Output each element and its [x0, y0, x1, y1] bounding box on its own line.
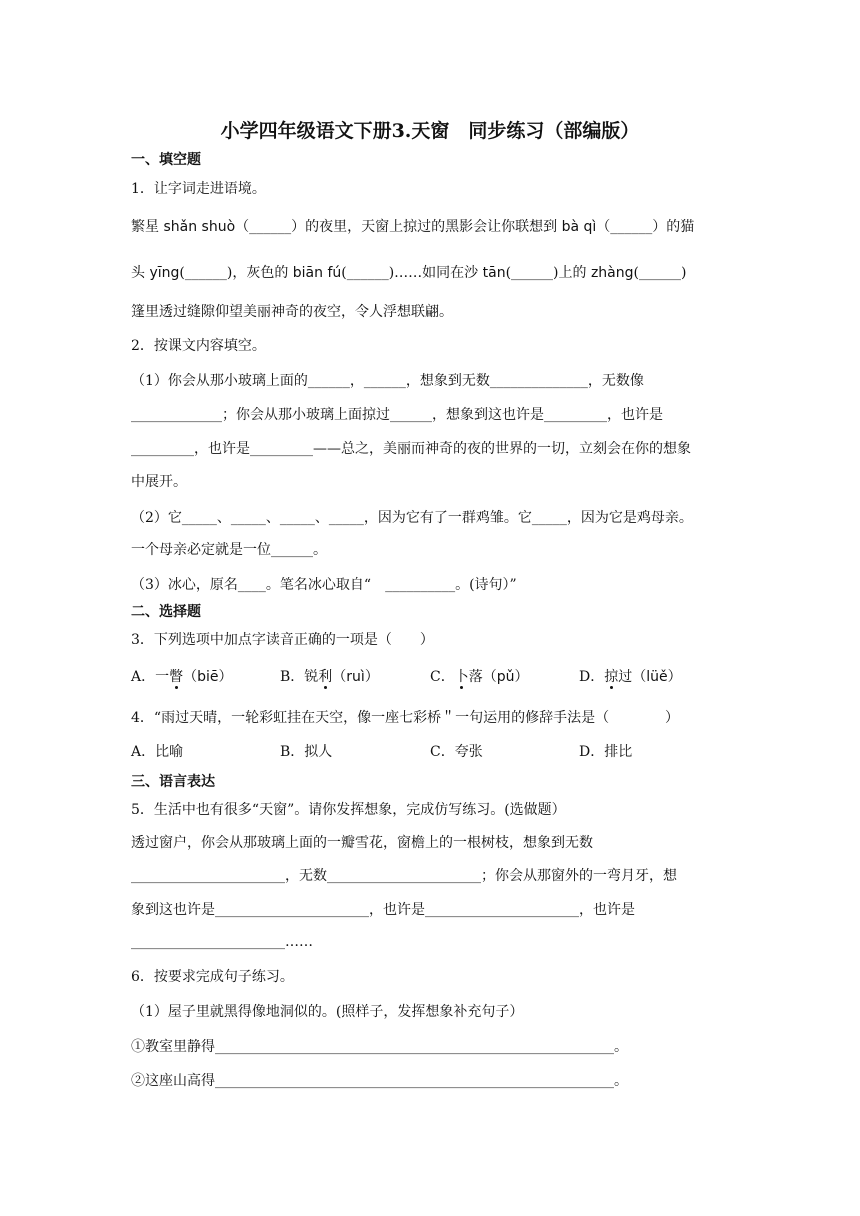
option-text: A．一 [131, 669, 170, 685]
dotted-char: 卜 [454, 669, 469, 685]
option-text: C． [430, 669, 455, 685]
option-d[interactable] [579, 667, 682, 687]
pinyin: lüě [646, 669, 668, 685]
section-heading-multiple-choice: 二、选择题 [131, 604, 201, 620]
option-text: （ [332, 669, 347, 685]
option-text: ） [218, 669, 233, 685]
question-2-line-4: 中展开。 [131, 474, 187, 490]
question-5-stem: 5．生活中也有很多“天窗”。请你发挥想象，完成仿写练习。(选做题） [131, 802, 566, 818]
q1-text: 头 [131, 265, 150, 281]
option-text: ） [514, 669, 529, 685]
option-c[interactable] [430, 667, 528, 687]
question-1-line-1 [131, 217, 694, 237]
q1-text: (______)上的 [505, 265, 591, 281]
q1-text: (______)……如同在沙 [341, 265, 483, 281]
question-6-line-2: ①教室里静得_________________________________________________________。 [131, 1039, 628, 1055]
question-2-line-6: 一个母亲必定就是一位______。 [131, 542, 327, 558]
option-text: B．锐 [280, 669, 319, 685]
question-6-line-3: ②这座山高得_________________________________________________________。 [131, 1073, 628, 1089]
question-2-line-2: _____________；你会从那小玻璃上面掠过______，想象到这也许是_________，也许是 [131, 407, 663, 423]
question-2-line-7: （3）冰心，原名____。笔名冰心取自“ __________。(诗句）” [131, 577, 517, 593]
dotted-char: 利 [318, 669, 333, 685]
section-heading-expression: 三、语言表达 [131, 774, 215, 790]
option-text: 落（ [468, 669, 497, 685]
question-5-line-2: ______________________，无数______________________；你会从那窗外的一弯月牙，想 [131, 868, 677, 884]
question-1-stem: 1．让字词走进语境。 [131, 181, 266, 197]
option-c[interactable]: C．夸张 [430, 744, 483, 760]
question-6-stem: 6．按要求完成句子练习。 [131, 969, 294, 985]
question-6-line-1: （1）屋子里就黑得像地洞似的。(照样子，发挥想象补充句子） [131, 1004, 524, 1020]
dotted-char: 瞥 [169, 669, 184, 685]
option-d[interactable]: D．排比 [579, 744, 633, 760]
option-text: ） [667, 669, 682, 685]
option-a[interactable]: A．比喻 [131, 744, 184, 760]
option-a[interactable] [131, 667, 233, 687]
question-3-stem: 3．下列选项中加点字读音正确的一项是（ ） [131, 632, 434, 648]
question-2-line-5: （2）它_____、_____、_____、_____，因为它有了一群鸡雏。它_____，因为它是鸡母亲。 [131, 510, 693, 526]
pinyin: shǎn shuò [163, 219, 236, 235]
question-5-line-4: ______________________…… [131, 934, 313, 950]
option-text: 过（ [618, 669, 647, 685]
question-2-stem: 2．按课文内容填空。 [131, 338, 266, 354]
option-text: D． [579, 669, 605, 685]
pinyin: tān [482, 265, 506, 281]
q1-text: (______)，灰色的 [179, 265, 293, 281]
pinyin: biān fú [292, 265, 342, 281]
pinyin: ruì [346, 669, 365, 685]
pinyin: zhàng [590, 265, 634, 281]
question-2-line-1: （1）你会从那小玻璃上面的______，______，想象到无数______________，无数像 [131, 373, 644, 389]
q1-text: （______）的夜里，天窗上掠过的黑影会让你联想到 [235, 219, 562, 235]
section-heading-fill-in: 一、填空题 [131, 152, 201, 168]
dotted-char: 掠 [604, 669, 619, 685]
question-4-stem: 4．“雨过天晴，一轮彩虹挂在天空，像一座七彩桥＂一句运用的修辞手法是（ ） [131, 710, 680, 726]
pinyin: yīng [149, 265, 180, 281]
pinyin: biē [197, 669, 219, 685]
pinyin: pǔ [496, 669, 515, 685]
page-title: 小学四年级语文下册3.天窗 同步练习（部编版） [220, 120, 640, 142]
option-b[interactable]: B．拟人 [280, 744, 333, 760]
question-1-line-3: 篷里透过缝隙仰望美丽神奇的夜空，令人浮想联翩。 [131, 304, 453, 320]
question-5-line-1: 透过窗户，你会从那玻璃上面的一瓣雪花，窗檐上的一根树枝，想象到无数 [131, 835, 593, 851]
option-text: （ [183, 669, 198, 685]
option-text: ） [364, 669, 379, 685]
q1-text: （______）的猫 [596, 219, 695, 235]
q1-text: (______) [633, 265, 687, 281]
question-5-line-3: 象到这也许是______________________，也许是______________________，也许是 [131, 902, 635, 918]
option-b[interactable] [280, 667, 379, 687]
pinyin: bà qì [561, 219, 597, 235]
question-2-line-3: _________，也许是_________——总之，美丽而神奇的夜的世界的一切，立刻会在你的想象 [131, 441, 691, 457]
question-1-line-2 [131, 263, 686, 283]
q1-text: 繁星 [131, 219, 164, 235]
